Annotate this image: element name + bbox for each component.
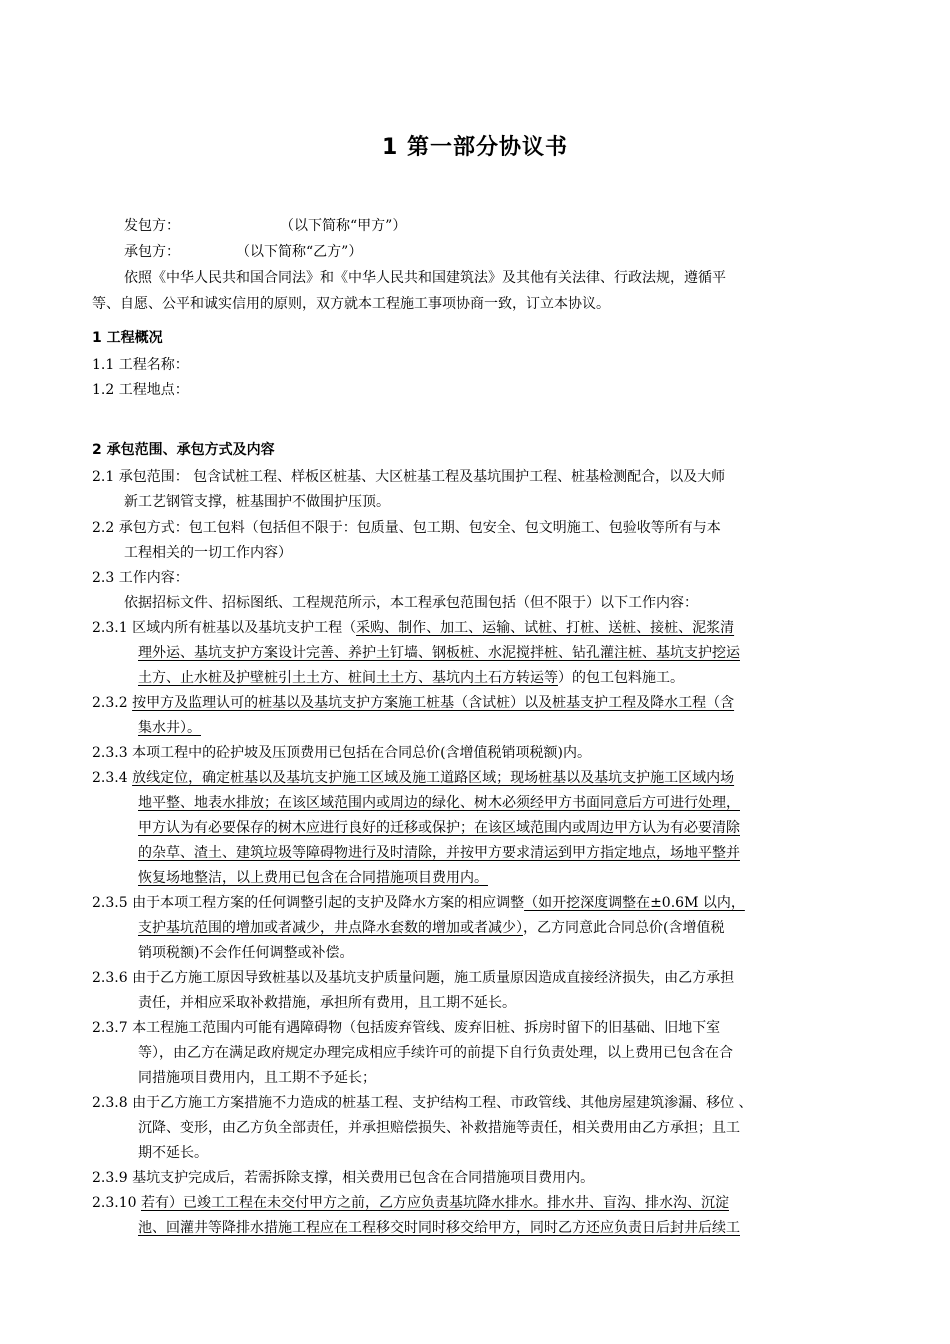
item-number: 2.3.1 xyxy=(92,620,128,636)
item-number: 2.3.8 xyxy=(92,1095,128,1111)
item-number: 2.3.6 xyxy=(92,970,128,986)
item-line: 同措施项目费用内，且工期不予延长； xyxy=(138,1070,376,1086)
section-heading: 2 承包范围、承包方式及内容 xyxy=(92,442,275,458)
item-2-3-8: 2.3.8 由于乙方施工方案措施不力造成的桩基工程、支护结构工程、市政管线、其他房屋建筑渗漏、移位 、 xyxy=(92,1095,753,1111)
item-line: 期不延长。 xyxy=(138,1145,208,1161)
item-line: 销项税额)不会作任何调整或补偿。 xyxy=(138,945,354,961)
item-line: 责任，并相应采取补救措施，承担所有费用，且工期不延长。 xyxy=(138,995,516,1011)
item-number: 2.3.3 xyxy=(92,745,128,761)
page-title: 1 第一部分协议书 xyxy=(382,135,568,160)
item-line: 地平整、地表水排放；在该区域范围内或周边的绿化、树木必须经甲方书面同意后方可进行处理， xyxy=(138,795,740,811)
item-line: 的杂草、渣土、建筑垃圾等障碍物进行及时清除，并按甲方要求清运到甲方指定地点，场地平整并 xyxy=(138,845,740,861)
item-2-3-1: 2.3.1 区域内所有桩基以及基坑支护工程（采购、制作、加工、运输、试桩、打桩、送桩、接桩、泥浆清 xyxy=(92,620,735,636)
item-line: 支护基坑范围的增加或者减少，井点降水套数的增加或者减少），乙方同意此合同总价(含增值税 xyxy=(138,920,725,936)
clause-line: 新工艺钢管支撑，桩基围护不做围护压顶。 xyxy=(124,494,390,510)
item-2-3-4: 2.3.4 放线定位，确定桩基以及基坑支护施工区域及施工道路区域；现场桩基以及基坑支护施工区域内场 xyxy=(92,770,735,786)
intro-paragraph-line: 依照《中华人民共和国合同法》和《中华人民共和国建筑法》及其他有关法律、行政法规，遵循平 xyxy=(124,270,726,286)
project-name-item: 1.1 工程名称： xyxy=(92,357,189,373)
item-2-3-10: 2.3.10 若有）已竣工工程在未交付甲方之前，乙方应负责基坑降水排水。排水井、盲沟、排水沟、沉淀 xyxy=(92,1195,729,1211)
item-number: 2.3.9 xyxy=(92,1170,128,1186)
employer-label: 发包方： xyxy=(124,218,180,234)
item-line: 恢复场地整洁，以上费用已包含在合同措施项目费用内。 xyxy=(138,870,488,886)
item-line: 理外运、基坑支护方案设计完善、养护土钉墙、钢板桩、水泥搅拌桩、钻孔灌注桩、基坑支护挖运 xyxy=(138,645,740,661)
item-line: 池、回灌井等降排水措施工程应在工程移交时同时移交给甲方，同时乙方还应负责日后封井后续工 xyxy=(138,1220,740,1236)
item-line: 土方、止水桩及护壁桩引土土方、桩间土土方、基坑内土石方转运等）的包工包料施工。 xyxy=(138,670,684,686)
item-2-3-7: 2.3.7 本工程施工范围内可能有遇障碍物（包括废弃管线、废弃旧桩、拆房时留下的旧基础、旧地下室 xyxy=(92,1020,721,1036)
item-number: 2.3.4 xyxy=(92,770,128,786)
item-number: 2.3.10 xyxy=(92,1195,137,1211)
clause-line: 依据招标文件、招标图纸、工程规范所示，本工程承包范围包括（但不限于）以下工作内容： xyxy=(124,595,698,611)
item-line: 甲方认为有必要保存的树木应进行良好的迁移或保护；在该区域范围内或周边甲方认为有必要清除 xyxy=(138,820,740,836)
clause-line: 2.1 承包范围： 包含试桩工程、样板区桩基、大区桩基工程及基坑围护工程、桩基检测配合，以及大师 xyxy=(92,469,726,485)
project-location-item: 1.2 工程地点： xyxy=(92,382,189,398)
item-line: 集水井）。 xyxy=(138,720,201,736)
clause-line: 工程相关的一切工作内容） xyxy=(124,545,292,561)
item-2-3-6: 2.3.6 由于乙方施工原因导致桩基以及基坑支护质量问题，施工质量原因造成直接经济损失，由乙方承担 xyxy=(92,970,735,986)
item-number: 2.3.7 xyxy=(92,1020,128,1036)
contractor-line xyxy=(124,242,362,262)
employer-suffix: （以下简称“甲方”） xyxy=(280,218,407,234)
item-2-3-5: 2.3.5 由于本项工程方案的任何调整引起的支护及降水方案的相应调整（如开挖深度调整在±0.6M 以内， xyxy=(92,895,745,911)
item-line: 等），由乙方在满足政府规定办理完成相应手续许可的前提下自行负责处理，以上费用已包含在合 xyxy=(138,1045,733,1061)
item-2-3-3: 2.3.3 本项工程中的砼护坡及压顶费用已包括在合同总价(含增值税销项税额)内。 xyxy=(92,745,591,761)
intro-paragraph-line: 等、自愿、公平和诚实信用的原则，双方就本工程施工事项协商一致，订立本协议。 xyxy=(92,296,610,312)
section-heading: 1 工程概况 xyxy=(92,330,163,346)
clause-line: 2.3 工作内容： xyxy=(92,570,189,586)
item-number: 2.3.5 xyxy=(92,895,128,911)
contractor-label: 承包方： xyxy=(124,244,180,260)
item-number: 2.3.2 xyxy=(92,695,128,711)
clause-line: 2.2 承包方式：包工包料（包括但不限于：包质量、包工期、包安全、包文明施工、包验收等所有与本 xyxy=(92,520,721,536)
contractor-suffix: （以下简称“乙方”） xyxy=(236,244,363,260)
item-2-3-2: 2.3.2 按甲方及监理认可的桩基以及基坑支护方案施工桩基（含试桩）以及桩基支护工程及降水工程（含 xyxy=(92,695,735,711)
employer-line xyxy=(124,216,406,236)
item-line: 沉降、变形，由乙方负全部责任，并承担赔偿损失、补救措施等责任，相关费用由乙方承担；且工 xyxy=(138,1120,740,1136)
item-2-3-9: 2.3.9 基坑支护完成后，若需拆除支撑，相关费用已包含在合同措施项目费用内。 xyxy=(92,1170,595,1186)
